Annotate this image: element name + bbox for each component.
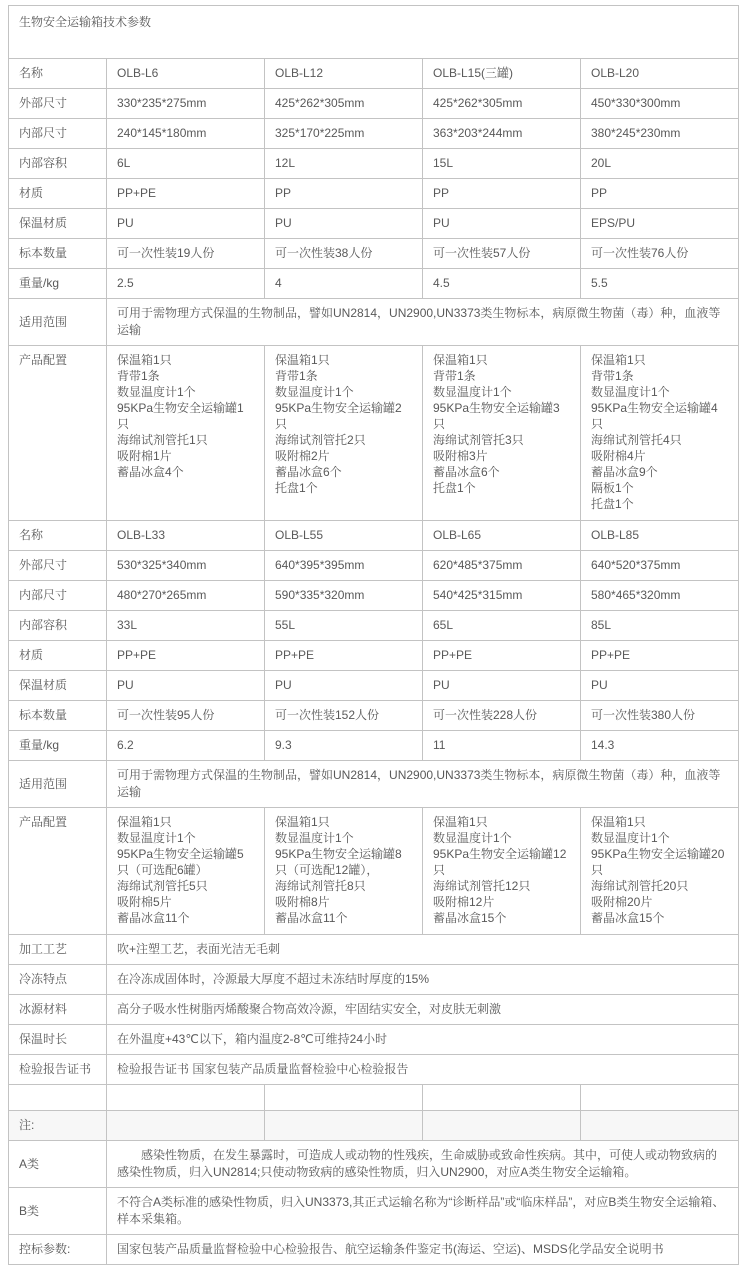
spec-cell: 325*170*225mm xyxy=(265,119,423,149)
spec-span-cell: 不符合A类标准的感染性物质，归入UN3373,其正式运输名称为“诊断样品”或“临床样品”，对应B类生物安全运输箱、样本采集箱。 xyxy=(107,1188,739,1235)
spec-cell xyxy=(265,1085,423,1111)
config-cell xyxy=(107,346,265,521)
spec-cell: OLB-L15(三罐) xyxy=(423,59,581,89)
table-row xyxy=(9,551,739,581)
row-label: 产品配置 xyxy=(9,346,107,521)
spec-cell: 9.3 xyxy=(265,731,423,761)
spec-cell: PU xyxy=(423,209,581,239)
row-label: 材质 xyxy=(9,641,107,671)
table-row xyxy=(9,299,739,346)
table-row xyxy=(9,808,739,935)
table-row xyxy=(9,149,739,179)
spec-cell: 55L xyxy=(265,611,423,641)
spec-cell: PP xyxy=(581,179,739,209)
spec-cell: 6.2 xyxy=(107,731,265,761)
config-cell xyxy=(581,346,739,521)
spec-cell: PP xyxy=(423,179,581,209)
table-row xyxy=(9,1235,739,1265)
config-item: 蓄晶冰盒15个 xyxy=(591,911,665,925)
spec-cell: 可一次性装76人份 xyxy=(581,239,739,269)
spec-cell xyxy=(423,1111,581,1141)
config-item: 95KPa生物安全运输罐4只 xyxy=(591,401,718,431)
row-label: 重量/kg xyxy=(9,269,107,299)
spec-cell: PU xyxy=(265,671,423,701)
table-row xyxy=(9,521,739,551)
spec-cell: OLB-L65 xyxy=(423,521,581,551)
table-row xyxy=(9,1025,739,1055)
config-cell xyxy=(581,808,739,935)
spec-span-cell: 高分子吸水性树脂丙烯酸聚合物高效冷源，牢固结实安全，对皮肤无刺激 xyxy=(107,995,739,1025)
spec-cell: OLB-L55 xyxy=(265,521,423,551)
spec-cell: 11 xyxy=(423,731,581,761)
spec-cell: PP+PE xyxy=(581,641,739,671)
spec-cell xyxy=(107,1111,265,1141)
row-label: 注: xyxy=(9,1111,107,1141)
config-item: 海绵试剂管托8只 xyxy=(275,879,366,893)
spec-cell: 可一次性装228人份 xyxy=(423,701,581,731)
config-item: 托盘1个 xyxy=(275,481,318,495)
table-title-row xyxy=(9,6,739,59)
spec-span-cell: 感染性物质，在发生暴露时，可造成人或动物的性残疾，生命威胁或致命性疾病。其中，可使人或动物致病的感染性物质，归入UN2814;只使动物致病的感染性物质，归入UN2900，对应A类生物安全运输箱。 xyxy=(107,1141,739,1188)
config-item: 数显温度计1个 xyxy=(591,831,670,845)
row-label: 加工工艺 xyxy=(9,935,107,965)
row-label: A类 xyxy=(9,1141,107,1188)
spec-cell: PU xyxy=(265,209,423,239)
table-row xyxy=(9,1085,739,1111)
table-row xyxy=(9,995,739,1025)
spec-span-cell: 在冷冻成固体时，冷源最大厚度不超过未冻结时厚度的15% xyxy=(107,965,739,995)
spec-cell xyxy=(581,1111,739,1141)
table-row xyxy=(9,239,739,269)
spec-cell: PP+PE xyxy=(423,641,581,671)
config-item: 数显温度计1个 xyxy=(117,831,196,845)
row-label: 产品配置 xyxy=(9,808,107,935)
config-item: 数显温度计1个 xyxy=(433,831,512,845)
table-row xyxy=(9,346,739,521)
table-row xyxy=(9,119,739,149)
row-label: 外部尺寸 xyxy=(9,89,107,119)
spec-cell: 4 xyxy=(265,269,423,299)
row-label: 检验报告证书 xyxy=(9,1055,107,1085)
spec-cell: 15L xyxy=(423,149,581,179)
row-label: B类 xyxy=(9,1188,107,1235)
row-label: 适用范围 xyxy=(9,761,107,808)
row-label: 名称 xyxy=(9,59,107,89)
config-item: 背带1条 xyxy=(433,369,476,383)
config-item: 吸附棉4片 xyxy=(591,449,646,463)
config-item: 吸附棉2片 xyxy=(275,449,330,463)
config-cell xyxy=(265,346,423,521)
table-row xyxy=(9,965,739,995)
row-label: 外部尺寸 xyxy=(9,551,107,581)
spec-cell: 可一次性装95人份 xyxy=(107,701,265,731)
row-label: 重量/kg xyxy=(9,731,107,761)
table-row xyxy=(9,761,739,808)
spec-cell: PU xyxy=(107,671,265,701)
config-item: 吸附棉5片 xyxy=(117,895,172,909)
spec-cell: 530*325*340mm xyxy=(107,551,265,581)
table-row xyxy=(9,89,739,119)
config-item: 保温箱1只 xyxy=(433,353,488,367)
config-item: 海绵试剂管托20只 xyxy=(591,879,689,893)
config-item: 数显温度计1个 xyxy=(591,385,670,399)
config-item: 数显温度计1个 xyxy=(117,385,196,399)
config-item: 蓄晶冰盒15个 xyxy=(433,911,507,925)
table-row xyxy=(9,701,739,731)
spec-cell: 14.3 xyxy=(581,731,739,761)
spec-cell: 可一次性装380人份 xyxy=(581,701,739,731)
config-item: 背带1条 xyxy=(591,369,634,383)
config-item: 吸附棉3片 xyxy=(433,449,488,463)
config-item: 背带1条 xyxy=(275,369,318,383)
spec-cell: PU xyxy=(423,671,581,701)
spec-cell: PP+PE xyxy=(107,641,265,671)
config-item: 海绵试剂管托2只 xyxy=(275,433,366,447)
config-item: 蓄晶冰盒6个 xyxy=(275,465,342,479)
config-item: 95KPa生物安全运输罐20只 xyxy=(591,847,725,877)
row-label: 内部容积 xyxy=(9,149,107,179)
config-item: 95KPa生物安全运输罐1只 xyxy=(117,401,244,431)
row-label: 标本数量 xyxy=(9,701,107,731)
row-label: 保温材质 xyxy=(9,671,107,701)
spec-cell xyxy=(581,1085,739,1111)
spec-cell: 6L xyxy=(107,149,265,179)
spec-cell: 480*270*265mm xyxy=(107,581,265,611)
spec-cell: 2.5 xyxy=(107,269,265,299)
spec-span-cell: 国家包装产品质量监督检验中心检验报告、航空运输条件鉴定书(海运、空运)、MSDS化学品安全说明书 xyxy=(107,1235,739,1265)
config-item: 蓄晶冰盒11个 xyxy=(275,911,348,925)
table-row xyxy=(9,1188,739,1235)
table-row xyxy=(9,935,739,965)
spec-cell: OLB-L20 xyxy=(581,59,739,89)
spec-cell: 640*395*395mm xyxy=(265,551,423,581)
table-row xyxy=(9,1141,739,1188)
page-title: 生物安全运输箱技术参数 xyxy=(9,6,739,59)
spec-span-cell: 检验报告证书 国家包装产品质量监督检验中心检验报告 xyxy=(107,1055,739,1085)
config-cell xyxy=(423,346,581,521)
spec-cell: 可一次性装19人份 xyxy=(107,239,265,269)
row-label: 保温材质 xyxy=(9,209,107,239)
config-item: 海绵试剂管托1只 xyxy=(117,433,208,447)
config-item: 数显温度计1个 xyxy=(275,831,354,845)
config-item: 蓄晶冰盒4个 xyxy=(117,465,184,479)
table-row xyxy=(9,611,739,641)
config-item: 95KPa生物安全运输罐8只（可选配12罐）， xyxy=(275,847,402,877)
spec-cell: 5.5 xyxy=(581,269,739,299)
config-item: 95KPa生物安全运输罐2只 xyxy=(275,401,402,431)
row-label: 冷冻特点 xyxy=(9,965,107,995)
config-item: 托盘1个 xyxy=(433,481,476,495)
table-row xyxy=(9,671,739,701)
spec-cell: 4.5 xyxy=(423,269,581,299)
spec-cell: 33L xyxy=(107,611,265,641)
config-cell xyxy=(423,808,581,935)
spec-cell: 可一次性装57人份 xyxy=(423,239,581,269)
config-item: 保温箱1只 xyxy=(117,815,172,829)
config-item: 保温箱1只 xyxy=(591,353,646,367)
row-label: 适用范围 xyxy=(9,299,107,346)
spec-cell: PP xyxy=(265,179,423,209)
config-item: 蓄晶冰盒9个 xyxy=(591,465,658,479)
spec-cell: 可一次性装152人份 xyxy=(265,701,423,731)
config-item: 海绵试剂管托12只 xyxy=(433,879,531,893)
spec-cell: EPS/PU xyxy=(581,209,739,239)
spec-cell: PP+PE xyxy=(107,179,265,209)
config-item: 蓄晶冰盒11个 xyxy=(117,911,190,925)
table-row xyxy=(9,1055,739,1085)
table-row xyxy=(9,581,739,611)
config-item: 隔板1个 xyxy=(591,481,634,495)
spec-cell: 可一次性装38人份 xyxy=(265,239,423,269)
spec-cell: 85L xyxy=(581,611,739,641)
spec-cell: 580*465*320mm xyxy=(581,581,739,611)
spec-cell: OLB-L12 xyxy=(265,59,423,89)
spec-cell: 450*330*300mm xyxy=(581,89,739,119)
table-row xyxy=(9,1111,739,1141)
table-row xyxy=(9,269,739,299)
row-label: 内部尺寸 xyxy=(9,581,107,611)
spec-cell: 620*485*375mm xyxy=(423,551,581,581)
spec-cell: OLB-L33 xyxy=(107,521,265,551)
spec-cell: 640*520*375mm xyxy=(581,551,739,581)
spec-cell: 540*425*315mm xyxy=(423,581,581,611)
spec-cell xyxy=(265,1111,423,1141)
config-item: 保温箱1只 xyxy=(117,353,172,367)
config-item: 海绵试剂管托5只 xyxy=(117,879,208,893)
table-row xyxy=(9,209,739,239)
spec-cell: 380*245*230mm xyxy=(581,119,739,149)
spec-cell: PU xyxy=(581,671,739,701)
config-item: 背带1条 xyxy=(117,369,160,383)
table-row xyxy=(9,731,739,761)
config-item: 蓄晶冰盒6个 xyxy=(433,465,500,479)
row-label: 标本数量 xyxy=(9,239,107,269)
spec-cell: 363*203*244mm xyxy=(423,119,581,149)
config-cell xyxy=(265,808,423,935)
spec-cell: 20L xyxy=(581,149,739,179)
config-item: 吸附棉12片 xyxy=(433,895,495,909)
spec-cell xyxy=(423,1085,581,1111)
spec-cell: 65L xyxy=(423,611,581,641)
spec-cell: 330*235*275mm xyxy=(107,89,265,119)
spec-cell: 590*335*320mm xyxy=(265,581,423,611)
spec-table xyxy=(8,5,739,1265)
row-label: 材质 xyxy=(9,179,107,209)
row-label: 冰源材料 xyxy=(9,995,107,1025)
table-row xyxy=(9,179,739,209)
config-item: 保温箱1只 xyxy=(591,815,646,829)
row-label: 保温时长 xyxy=(9,1025,107,1055)
spec-span-cell: 可用于需物理方式保温的生物制品，譬如UN2814，UN2900,UN3373类生物标本，病原微生物菌（毒）种，血液等运输 xyxy=(107,761,739,808)
config-cell xyxy=(107,808,265,935)
spec-cell: PP+PE xyxy=(265,641,423,671)
row-label: 名称 xyxy=(9,521,107,551)
spec-cell: 425*262*305mm xyxy=(423,89,581,119)
config-item: 保温箱1只 xyxy=(275,815,330,829)
table-row xyxy=(9,641,739,671)
spec-cell xyxy=(107,1085,265,1111)
spec-table-body xyxy=(9,6,739,1265)
config-item: 95KPa生物安全运输罐12只 xyxy=(433,847,567,877)
table-row xyxy=(9,59,739,89)
row-label: 内部容积 xyxy=(9,611,107,641)
config-item: 吸附棉8片 xyxy=(275,895,330,909)
spec-cell: OLB-L85 xyxy=(581,521,739,551)
row-label: 控标参数: xyxy=(9,1235,107,1265)
config-item: 吸附棉20片 xyxy=(591,895,653,909)
spec-cell: 240*145*180mm xyxy=(107,119,265,149)
row-label: 内部尺寸 xyxy=(9,119,107,149)
config-item: 吸附棉1片 xyxy=(117,449,172,463)
config-item: 数显温度计1个 xyxy=(433,385,512,399)
spec-cell: OLB-L6 xyxy=(107,59,265,89)
spec-cell: PU xyxy=(107,209,265,239)
spec-span-cell: 可用于需物理方式保温的生物制品，譬如UN2814，UN2900,UN3373类生物标本，病原微生物菌（毒）种，血液等运输 xyxy=(107,299,739,346)
spec-cell: 12L xyxy=(265,149,423,179)
config-item: 95KPa生物安全运输罐5只（可选配6罐） xyxy=(117,847,244,877)
spec-span-cell: 在外温度+43℃以下，箱内温度2-8℃可维持24小时 xyxy=(107,1025,739,1055)
config-item: 数显温度计1个 xyxy=(275,385,354,399)
config-item: 保温箱1只 xyxy=(275,353,330,367)
config-item: 95KPa生物安全运输罐3只 xyxy=(433,401,560,431)
config-item: 托盘1个 xyxy=(591,497,634,511)
config-item: 保温箱1只 xyxy=(433,815,488,829)
spec-span-cell: 吹+注塑工艺，表面光洁无毛刺 xyxy=(107,935,739,965)
config-item: 海绵试剂管托3只 xyxy=(433,433,524,447)
config-item: 海绵试剂管托4只 xyxy=(591,433,682,447)
spec-cell: 425*262*305mm xyxy=(265,89,423,119)
row-label xyxy=(9,1085,107,1111)
